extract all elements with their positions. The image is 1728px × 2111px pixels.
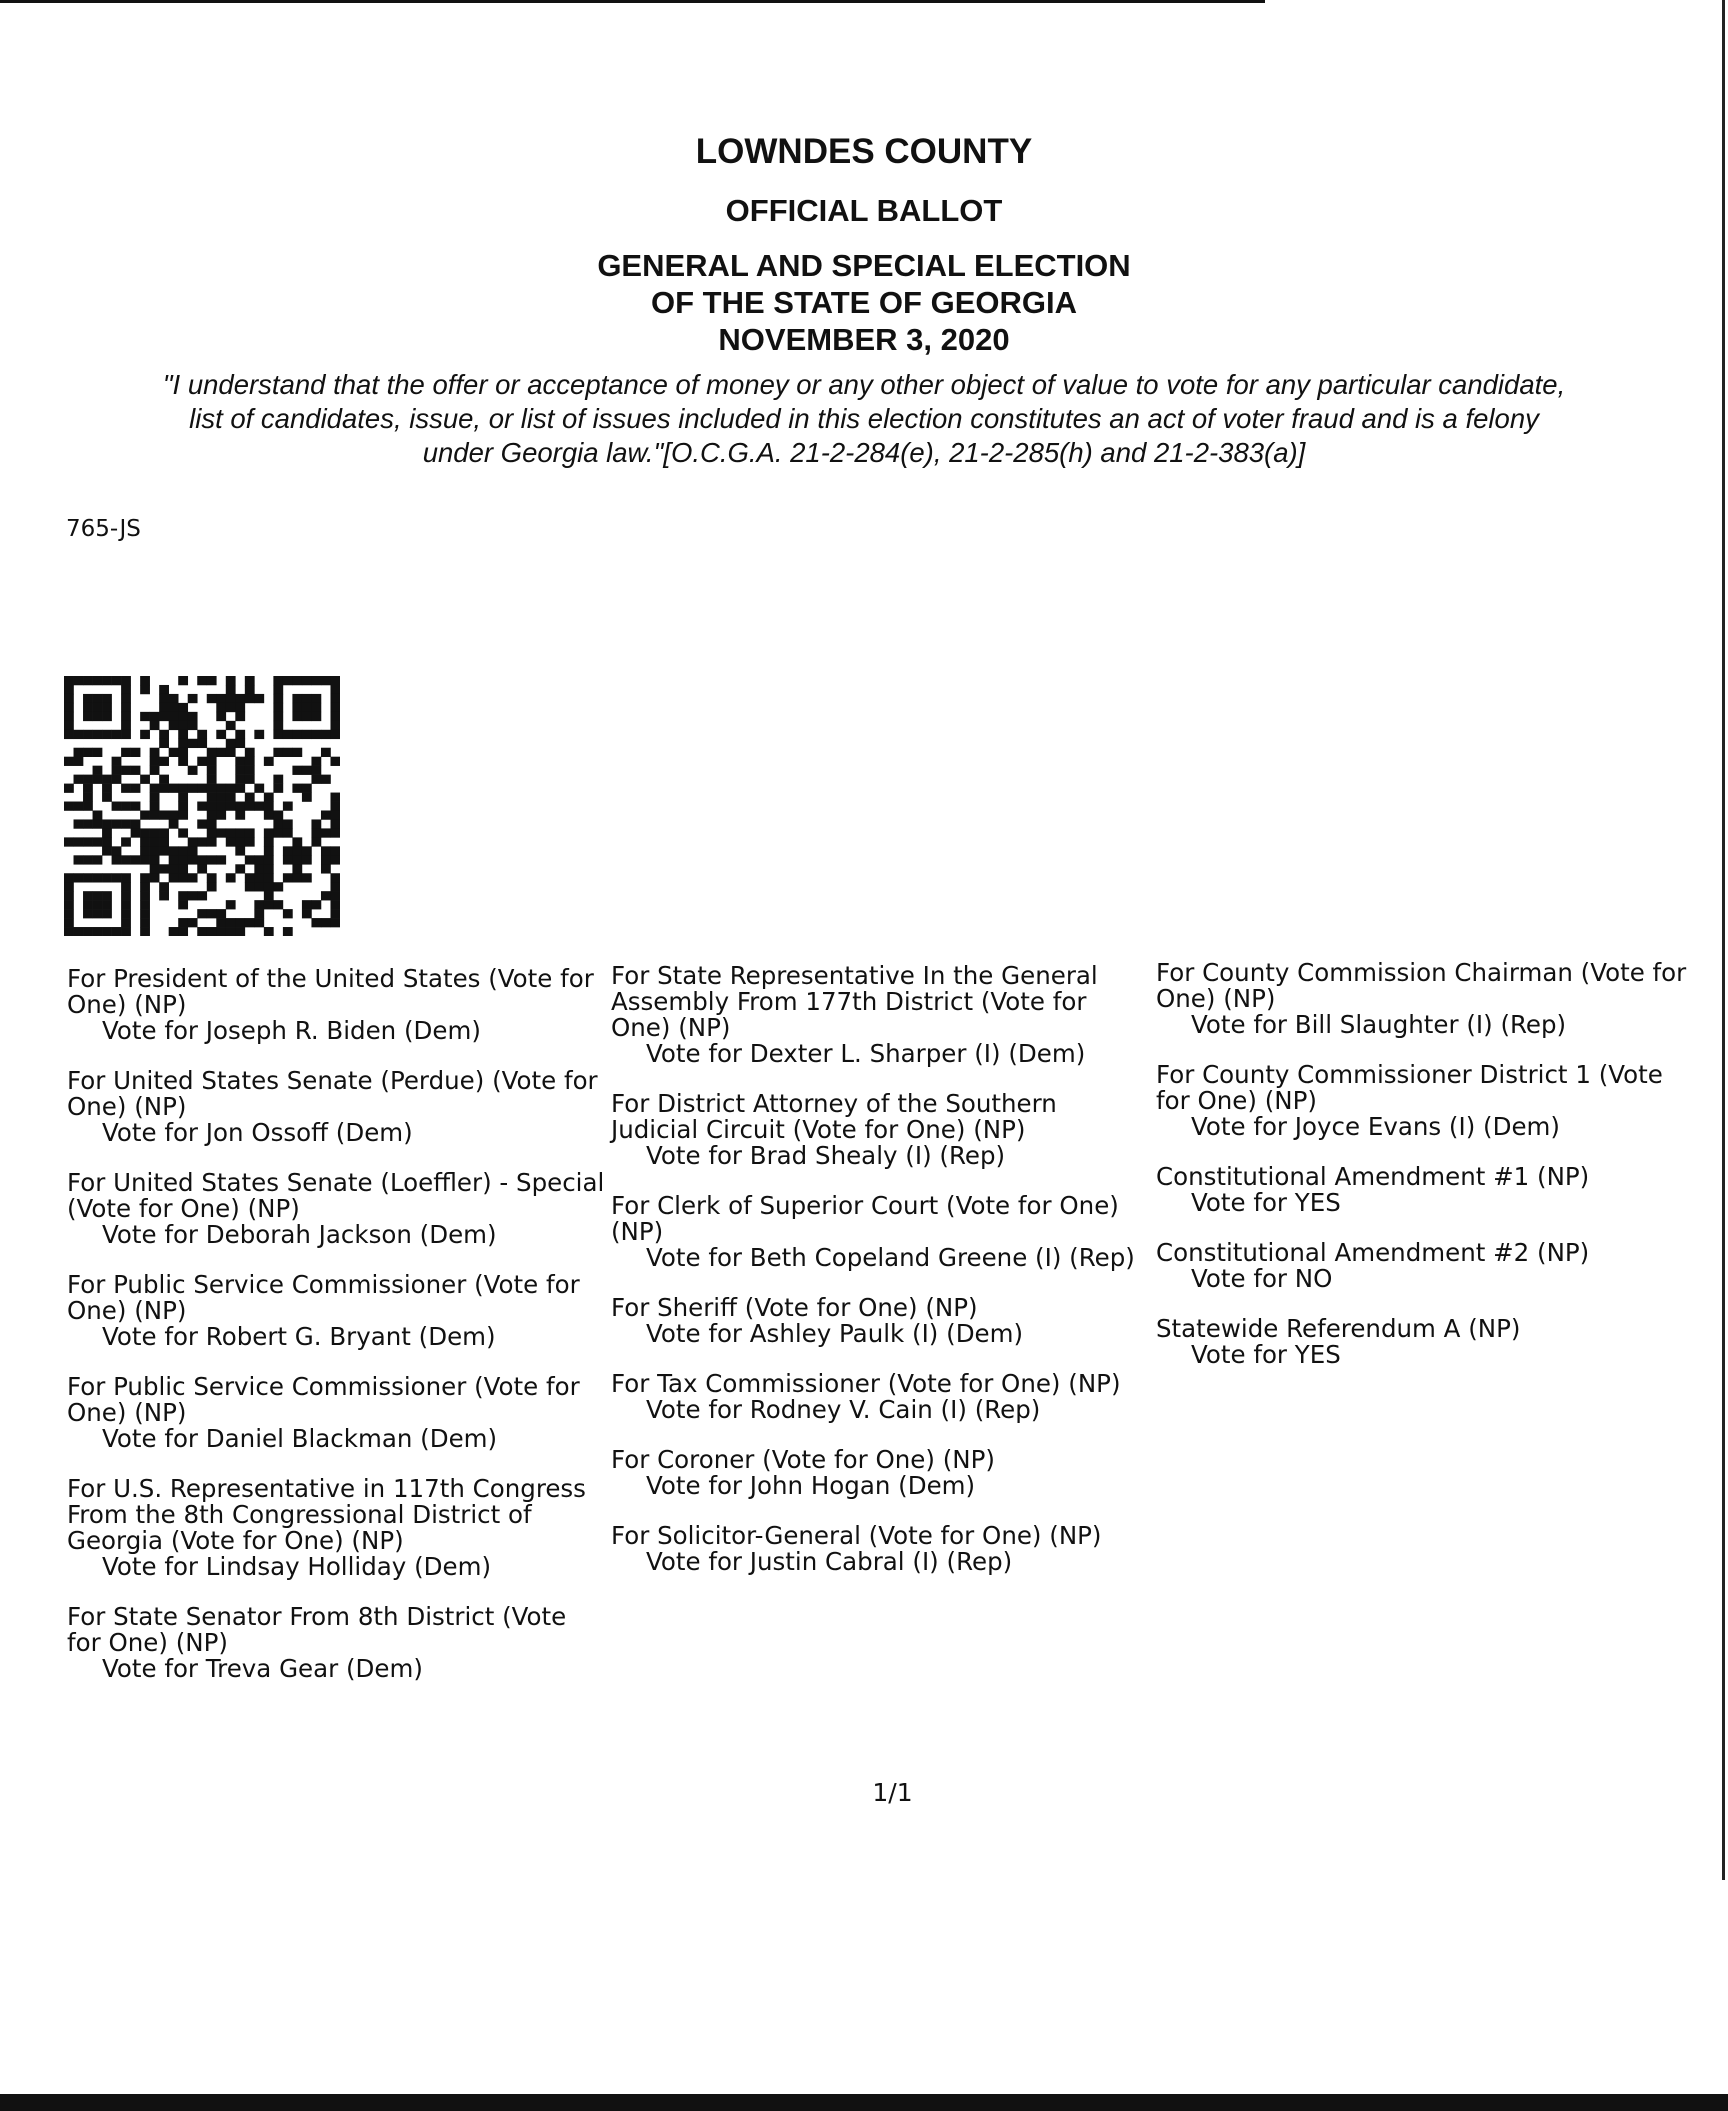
contest-us-senate-perdue: [67, 1068, 607, 1146]
contest-us-senate-loeffler-special: [67, 1170, 607, 1248]
contest-selection: Vote for Rodney V. Cain (I) (Rep): [646, 1395, 1041, 1424]
contest-county-commission-chairman: [1156, 960, 1696, 1038]
contest-title: For United States Senate (Perdue) (Vote for One) (NP): [67, 1066, 598, 1121]
voter-oath-line: under Georgia law."[O.C.G.A. 21-2-284(e), 21-2-285(h) and 21-2-383(a)]: [422, 437, 1306, 468]
contest-constitutional-amendment-1: [1156, 1164, 1696, 1216]
contest-selection: Vote for Deborah Jackson (Dem): [102, 1220, 497, 1249]
contest-selection: Vote for Joseph R. Biden (Dem): [102, 1016, 481, 1045]
contest-us-representative: [67, 1476, 607, 1580]
bottom-border: [0, 2094, 1728, 2111]
contest-selection: Vote for Bill Slaughter (I) (Rep): [1191, 1010, 1567, 1039]
contest-selection: Vote for YES: [1191, 1188, 1341, 1217]
contest-title: Constitutional Amendment #2 (NP): [1156, 1238, 1590, 1267]
contest-selection: Vote for Justin Cabral (I) (Rep): [646, 1547, 1013, 1576]
contest-public-service-commissioner-2: [67, 1374, 607, 1452]
contest-tax-commissioner: [611, 1371, 1151, 1423]
voter-oath-line: list of candidates, issue, or list of issues included in this election constitutes an act of voter fraud and is a felony: [189, 403, 1539, 434]
contest-title: For U.S. Representative in 117th Congress From the 8th Congressional District of Georgia (Vote for One) (NP): [67, 1474, 586, 1555]
voter-oath: [60, 368, 1668, 470]
contest-title: For Public Service Commissioner (Vote for One) (NP): [67, 1270, 580, 1325]
contest-selection: Vote for Brad Shealy (I) (Rep): [646, 1141, 1006, 1170]
ballot-header: [0, 128, 1728, 358]
qr-code: [64, 676, 340, 936]
contest-title: For Tax Commissioner (Vote for One) (NP): [611, 1369, 1121, 1398]
contest-title: For State Representative In the General Assembly From 177th District (Vote for One) (NP): [611, 961, 1098, 1042]
contest-title: Statewide Referendum A (NP): [1156, 1314, 1521, 1343]
ballot-type: OFFICIAL BALLOT: [725, 193, 1003, 228]
top-border: [0, 0, 1265, 3]
contest-public-service-commissioner-1: [67, 1272, 607, 1350]
contest-title: For President of the United States (Vote for One) (NP): [67, 964, 594, 1019]
election-name-line1: GENERAL AND SPECIAL ELECTION: [597, 248, 1131, 283]
contest-statewide-referendum-a: [1156, 1316, 1696, 1368]
ballot-style-code: 765-JS: [66, 516, 141, 542]
contest-selection: Vote for Beth Copeland Greene (I) (Rep): [646, 1243, 1135, 1272]
contest-selection: Vote for YES: [1191, 1340, 1341, 1369]
contest-selection: Vote for Daniel Blackman (Dem): [102, 1424, 498, 1453]
contest-title: For Solicitor-General (Vote for One) (NP): [611, 1521, 1102, 1550]
contest-selection: Vote for Lindsay Holliday (Dem): [102, 1552, 491, 1581]
contest-selection: Vote for NO: [1191, 1264, 1333, 1293]
qr-code-modules: [64, 676, 340, 936]
contest-sheriff: [611, 1295, 1151, 1347]
contest-title: Constitutional Amendment #1 (NP): [1156, 1162, 1590, 1191]
contest-state-senator: [67, 1604, 607, 1682]
contest-title: For United States Senate (Loeffler) - Special (Vote for One) (NP): [67, 1168, 605, 1223]
contest-president: [67, 966, 607, 1044]
voter-oath-line: "I understand that the offer or acceptance of money or any other object of value to vote for any particular candidate,: [162, 369, 1566, 400]
contest-coroner: [611, 1447, 1151, 1499]
contest-selection: Vote for Jon Ossoff (Dem): [102, 1118, 413, 1147]
contest-title: For State Senator From 8th District (Vote for One) (NP): [67, 1602, 567, 1657]
contest-county-commissioner-district-1: [1156, 1062, 1696, 1140]
contest-title: For Public Service Commissioner (Vote for One) (NP): [67, 1372, 580, 1427]
contest-district-attorney: [611, 1091, 1151, 1169]
contest-column-1: [67, 966, 607, 1706]
contest-title: For County Commission Chairman (Vote for One) (NP): [1156, 958, 1687, 1013]
contest-selection: Vote for Robert G. Bryant (Dem): [102, 1322, 496, 1351]
contest-selection: Vote for Joyce Evans (I) (Dem): [1191, 1112, 1560, 1141]
county-title: LOWNDES COUNTY: [695, 132, 1033, 171]
contest-selection: Vote for Ashley Paulk (I) (Dem): [646, 1319, 1024, 1348]
contest-title: For Clerk of Superior Court (Vote for One) (NP): [611, 1191, 1119, 1246]
election-date: NOVEMBER 3, 2020: [718, 322, 1010, 357]
page-number: 1/1: [872, 1778, 913, 1807]
contest-clerk-superior-court: [611, 1193, 1151, 1271]
contest-state-representative: [611, 963, 1151, 1067]
contest-selection: Vote for Treva Gear (Dem): [102, 1654, 423, 1683]
contest-selection: Vote for John Hogan (Dem): [646, 1471, 976, 1500]
contest-title: For District Attorney of the Southern Judicial Circuit (Vote for One) (NP): [611, 1089, 1057, 1144]
contest-column-2: [611, 963, 1151, 1599]
contest-title: For Coroner (Vote for One) (NP): [611, 1445, 995, 1474]
contest-selection: Vote for Dexter L. Sharper (I) (Dem): [646, 1039, 1086, 1068]
election-name-line2: OF THE STATE OF GEORGIA: [651, 285, 1077, 320]
contest-title: For Sheriff (Vote for One) (NP): [611, 1293, 978, 1322]
contest-solicitor-general: [611, 1523, 1151, 1575]
contest-title: For County Commissioner District 1 (Vote for One) (NP): [1156, 1060, 1663, 1115]
contest-column-3: [1156, 960, 1696, 1392]
contest-constitutional-amendment-2: [1156, 1240, 1696, 1292]
